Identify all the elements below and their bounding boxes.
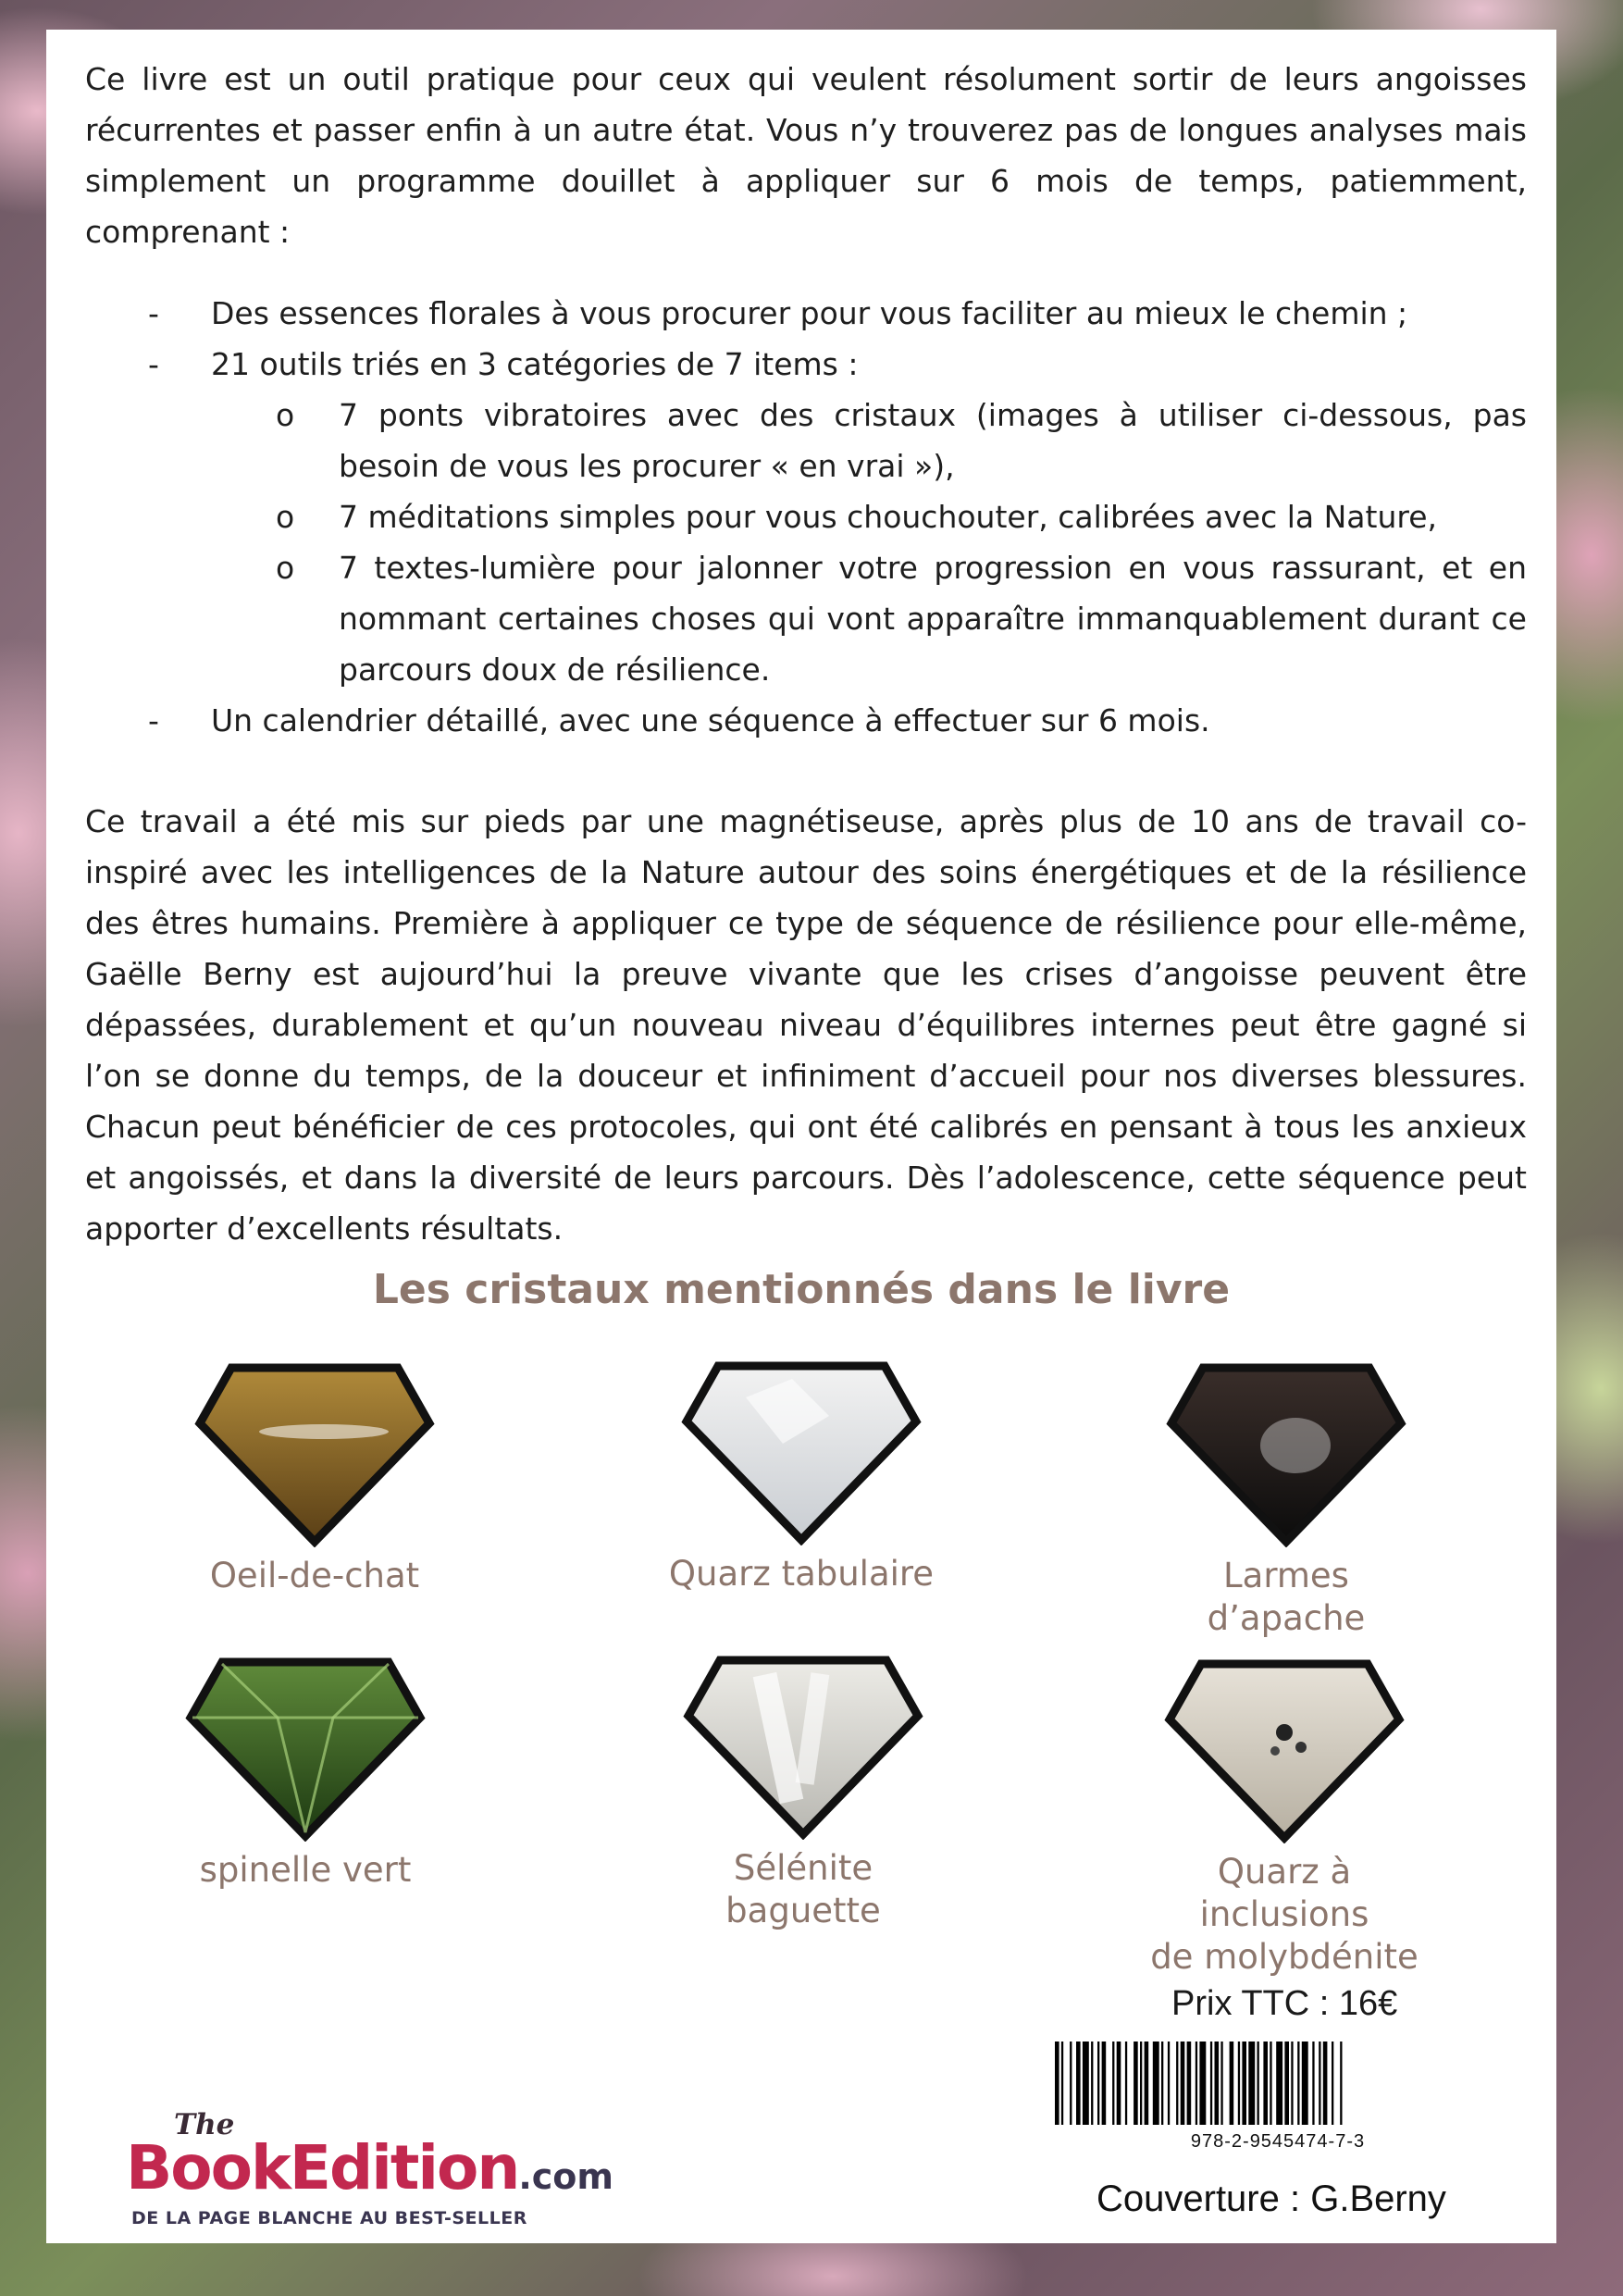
crystal-label: Quarz tabulaire <box>668 1554 935 1594</box>
crystal-quarz-tabulaire <box>663 1360 940 1595</box>
logo-the: The <box>174 2108 235 2141</box>
barcode-bar <box>1270 2042 1271 2125</box>
list-item <box>85 288 1527 339</box>
barcode-bar <box>1083 2042 1089 2125</box>
sub-list-item <box>85 390 1527 491</box>
list-item <box>85 695 1527 746</box>
barcode-bar <box>1291 2042 1293 2125</box>
barcode-bar <box>1161 2042 1163 2125</box>
barcode-bar <box>1248 2042 1255 2125</box>
crystal-selenite-baguette <box>664 1655 942 1932</box>
crystals-title: Les cristaux mentionnés dans le livre <box>372 1266 1231 1313</box>
barcode-bar <box>1332 2042 1333 2125</box>
isbn-barcode <box>1051 2042 1505 2153</box>
diamond-gem-icon <box>185 1657 426 1842</box>
intro-paragraph: Ce livre est un outil pratique pour ceux qui veulent résolument sortir de leurs angoisses récurrentes et passer enfin à un autre état. Vous n’y trouverez pas de longues analyses mais simplement un programme douillet à appliquer sur 6 mois de temps, patiemment, comprenant : <box>85 61 1527 250</box>
diamond-gem-icon <box>681 1360 922 1545</box>
isbn-number: 978-2-9545474-7-3 <box>1190 2131 1366 2152</box>
barcode-bar <box>1196 2042 1197 2125</box>
barcode-bar <box>1055 2042 1059 2125</box>
barcode-bar <box>1220 2042 1222 2125</box>
barcode-bar <box>1340 2042 1342 2125</box>
barcode-bar <box>1125 2042 1127 2125</box>
barcode-bar <box>1168 2042 1170 2125</box>
diamond-gem-icon <box>683 1655 923 1840</box>
barcode-bar <box>1319 2042 1320 2125</box>
list-item <box>85 339 1527 390</box>
barcode-bar <box>1238 2042 1240 2125</box>
author-paragraph: Ce travail a été mis sur pieds par une magnétiseuse, après plus de 10 ans de travail co-inspiré avec les intelligences de la Nature autour des soins énergétiques et de la résilience des êtres humains. Première à appliquer ce type de séquence de résilience pour elle-même, Gaëlle Berny est aujourd’hui la preuve vivante que les crises d’angoisse peuvent être dépassées, durablement et qu’un nouveau niveau d’équilibres internes peut être gagné si l’on se donne du temps, de la douceur et infiniment d’accueil pour nos diverses blessures. Chacun peut bénéficier de ces protocoles, qui ont été calibrés en pensant à tous les anxieux et angoissés, et dans la diversité de leurs parcours. Dès l’adolescence, cette séquence peut apporter d’excellents résultats. <box>85 803 1527 1247</box>
dash-bullet: - <box>148 295 159 331</box>
barcode-bar <box>1258 2042 1259 2125</box>
barcode-bar <box>1076 2042 1081 2125</box>
crystal-label-line1: Quarz à inclusions <box>1199 1852 1369 1934</box>
barcode-bar <box>1061 2042 1063 2125</box>
crystal-quarz-molybdenite <box>1146 1658 1423 1979</box>
barcode-bar <box>1242 2042 1246 2125</box>
barcode-bar <box>1102 2042 1107 2125</box>
barcode-bar <box>1145 2042 1149 2125</box>
diamond-gem-icon <box>1166 1362 1406 1547</box>
barcode-bar <box>1117 2042 1121 2125</box>
list-item-text: Des essences florales à vous procurer pour vous faciliter au mieux le chemin ; <box>211 295 1408 331</box>
circle-bullet: o <box>276 499 295 535</box>
barcode-bar <box>1323 2042 1328 2125</box>
barcode-bar <box>1263 2042 1268 2125</box>
barcode-bar <box>1230 2042 1234 2125</box>
sub-list-item-text: 7 textes-lumière pour jalonner votre progression en vous rassurant, et en nommant certaines choses qui vont apparaître immanquablement durant ce parcours doux de résilience. <box>339 550 1527 688</box>
barcode-bar <box>1187 2042 1192 2125</box>
barcode-bar <box>1097 2042 1099 2125</box>
price: Prix TTC : 16€ <box>1171 1984 1398 2023</box>
sub-list-item <box>85 491 1527 542</box>
dash-bullet: - <box>148 346 159 382</box>
publisher-logo <box>126 2108 614 2238</box>
circle-bullet: o <box>276 550 295 586</box>
barcode-bar <box>1312 2042 1314 2125</box>
barcode-bar <box>1276 2042 1282 2125</box>
back-cover-panel <box>46 30 1556 2243</box>
barcode-bar <box>1153 2042 1159 2125</box>
crystal-oeil-de-chat <box>176 1362 453 1597</box>
circle-bullet: o <box>276 397 295 433</box>
barcode-bar <box>1112 2042 1114 2125</box>
sub-list-item <box>85 542 1527 695</box>
contents-list <box>85 288 1527 746</box>
diamond-gem-icon <box>194 1362 435 1547</box>
logo-com-text: .com <box>518 2156 614 2197</box>
barcode-bar <box>1181 2042 1185 2125</box>
barcode-bar <box>1284 2042 1289 2125</box>
list-item-text: 21 outils triés en 3 catégories de 7 items : <box>211 346 859 382</box>
list-item-text: Un calendrier détaillé, avec une séquence à effectuer sur 6 mois. <box>211 702 1210 738</box>
crystal-label: Oeil-de-chat <box>209 1556 420 1595</box>
barcode-bar <box>1297 2042 1299 2125</box>
crystal-label: Sélénite baguette <box>725 1848 881 1930</box>
crystal-label-line2: de molybdénite <box>1150 1937 1419 1977</box>
dash-bullet: - <box>148 702 159 738</box>
barcode-bar <box>1215 2042 1220 2125</box>
diamond-gem-icon <box>1164 1658 1405 1843</box>
barcode-bar <box>1140 2042 1142 2125</box>
crystal-label <box>1146 1851 1423 1979</box>
logo-tagline: DE LA PAGE BLANCHE AU BEST-SELLER <box>131 2208 527 2228</box>
crystal-label: Larmes d’apache <box>1207 1556 1366 1638</box>
logo-main-text: BookEdition <box>126 2132 519 2203</box>
crystal-label: spinelle vert <box>199 1850 412 1890</box>
barcode-bar <box>1210 2042 1212 2125</box>
barcode-icon <box>1051 2042 1505 2125</box>
crystal-larmes-apache <box>1147 1362 1425 1640</box>
barcode-bar <box>1070 2042 1072 2125</box>
barcode-bar <box>1302 2042 1308 2125</box>
cover-credit: Couverture : G.Berny <box>1096 2178 1446 2219</box>
logo-wordmark <box>126 2132 613 2203</box>
sub-list-item-text: 7 ponts vibratoires avec des cristaux (images à utiliser ci-dessous, pas besoin de vous les procurer « en vrai »), <box>339 397 1527 484</box>
barcode-bar <box>1199 2042 1206 2125</box>
crystal-spinelle-vert <box>167 1657 444 1892</box>
barcode-bar <box>1091 2042 1093 2125</box>
barcode-bar <box>1134 2042 1138 2125</box>
sub-list-item-text: 7 méditations simples pour vous chouchouter, calibrées avec la Nature, <box>339 499 1438 535</box>
barcode-bar <box>1176 2042 1178 2125</box>
